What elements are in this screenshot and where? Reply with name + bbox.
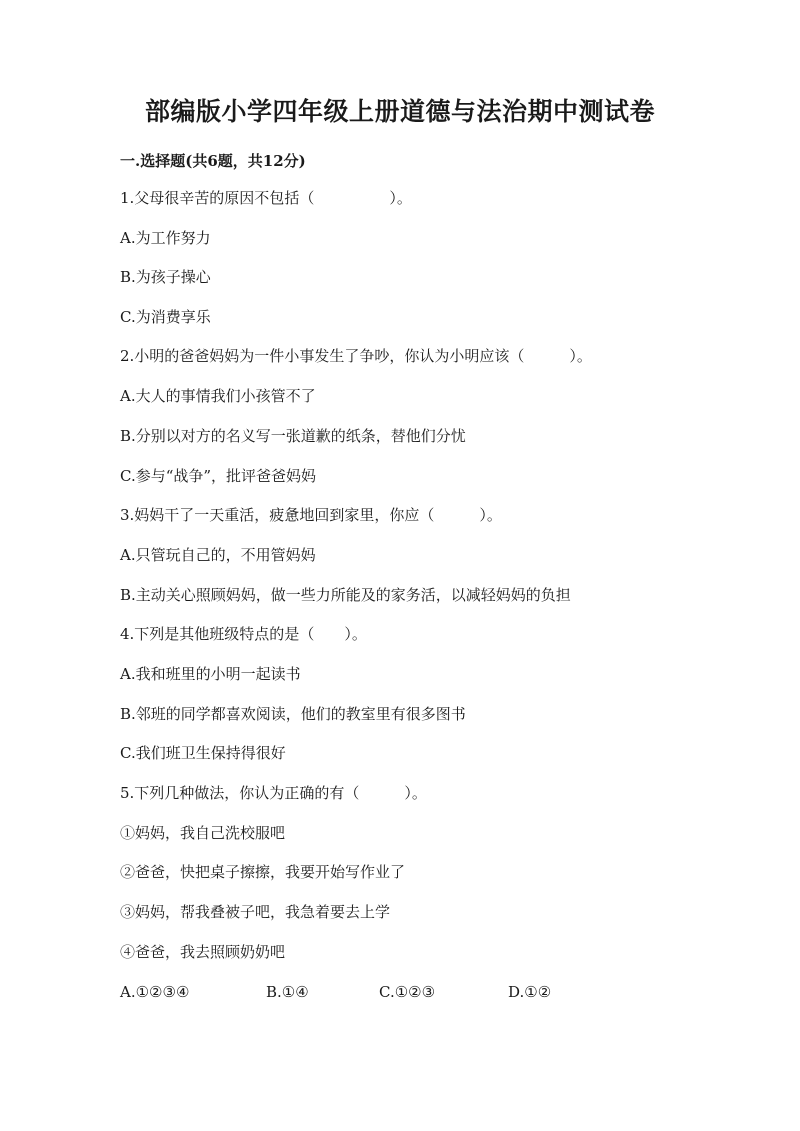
q5-option-a: A.①②③④ [120, 983, 190, 1001]
q5-option-d: D.①② [508, 983, 552, 1001]
question-4: 4.下列是其他班级特点的是（ ）。 [120, 625, 367, 643]
q1-option-a: A.为工作努力 [120, 229, 211, 247]
q1-option-b: B.为孩子操心 [120, 268, 211, 286]
q5-option-c: C.①②③ [379, 983, 436, 1001]
q5-option-b: B.①④ [266, 983, 309, 1001]
question-1: 1.父母很辛苦的原因不包括（ ）。 [120, 189, 412, 207]
q5-statement-4: ④爸爸，我去照顾奶奶吧 [120, 943, 286, 961]
page-title: 部编版小学四年级上册道德与法治期中测试卷 [144, 97, 655, 126]
q2-option-a: A.大人的事情我们小孩管不了 [120, 387, 316, 405]
q3-option-b: B.主动关心照顾妈妈，做一些力所能及的家务活，以减轻妈妈的负担 [120, 586, 571, 604]
section-heading: 一.选择题(共6题，共12分) [120, 152, 306, 170]
q3-option-a: A.只管玩自己的，不用管妈妈 [120, 546, 316, 564]
q4-option-c: C.我们班卫生保持得很好 [120, 744, 286, 762]
q4-option-b: B.邻班的同学都喜欢阅读，他们的教室里有很多图书 [120, 705, 466, 723]
q5-statement-1: ①妈妈，我自己洗校服吧 [120, 824, 286, 842]
question-5: 5.下列几种做法，你认为正确的有（ ）。 [120, 784, 427, 802]
question-2: 2.小明的爸爸妈妈为一件小事发生了争吵，你认为小明应该（ ）。 [120, 347, 592, 365]
q5-statement-3: ③妈妈，帮我叠被子吧，我急着要去上学 [120, 903, 391, 921]
question-3: 3.妈妈干了一天重活，疲惫地回到家里，你应（ ）。 [120, 506, 502, 524]
q2-option-b: B.分别以对方的名义写一张道歉的纸条，替他们分忧 [120, 427, 466, 445]
q4-option-a: A.我和班里的小明一起读书 [120, 665, 301, 683]
q1-option-c: C.为消费享乐 [120, 308, 211, 326]
q5-statement-2: ②爸爸，快把桌子擦擦，我要开始写作业了 [120, 863, 406, 881]
q2-option-c: C.参与“战争”，批评爸爸妈妈 [120, 467, 317, 485]
